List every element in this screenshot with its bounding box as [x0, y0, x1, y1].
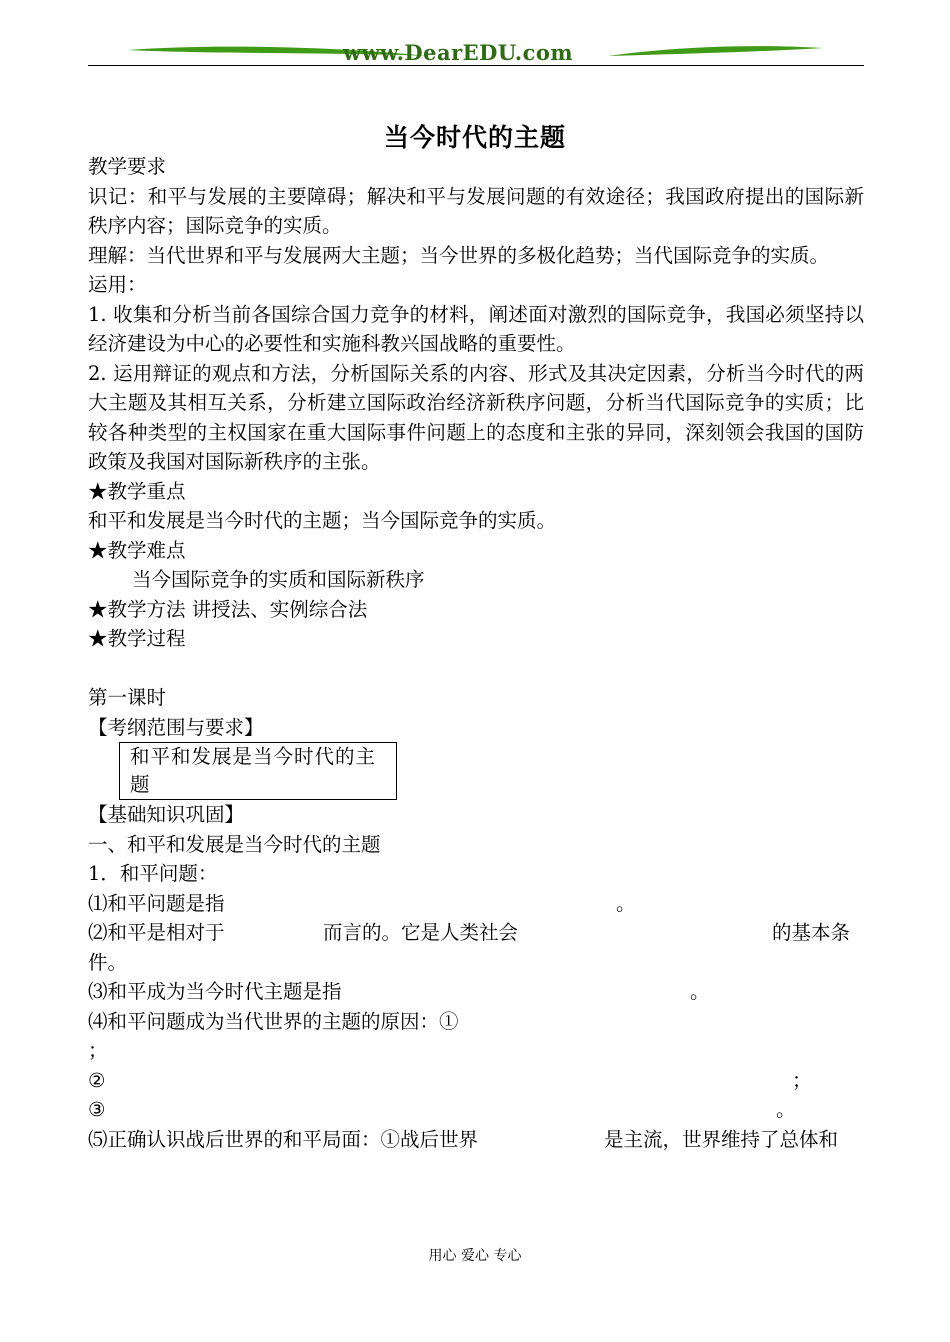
row-text: ③	[88, 1098, 106, 1121]
fill-blank-row	[88, 1036, 864, 1066]
page-header	[88, 38, 864, 68]
paragraph: 2. 运用辩证的观点和方法，分析国际关系的内容、形式及其决定因素，分析当今时代的两大主题及其相互关系，分析建立国际政治经济新秩序问题，分析当代国际竞争的实质；比较各种类型的主权国家在重大国际事件问题上的态度和主张的异同，深刻领会我国的国防政策及我国对国际新秩序的主张。	[88, 361, 864, 473]
fill-blank-row	[88, 889, 864, 919]
row-text: 。	[616, 891, 636, 915]
paragraph: 1. 收集和分析当前各国综合国力竞争的材料，阐述面对激烈的国际竞争，我国必须坚持以经济建设为中心的必要性和实施科教兴国战略的重要性。	[88, 302, 864, 355]
paragraph: 一、和平和发展是当今时代的主题	[88, 832, 381, 856]
fill-blank-row	[88, 1007, 864, 1037]
section-heading: ★教学过程	[88, 627, 186, 650]
row-text: ⑷和平问题成为当代世界的主题的原因：①	[88, 1009, 459, 1033]
site-logo-text: www.DearEDU.com	[343, 40, 574, 65]
fill-blank-row	[88, 1066, 864, 1096]
row-text: 而言的。它是人类社会	[323, 921, 519, 944]
section-heading: 【基础知识巩固】	[88, 803, 245, 826]
row-text: ；	[792, 1068, 812, 1092]
paragraph: 1．和平问题：	[88, 862, 218, 885]
fill-blank-row	[88, 1125, 864, 1155]
document-body	[88, 152, 864, 1154]
section-heading: 教学要求	[88, 155, 167, 178]
row-text: 的基本条	[772, 921, 851, 944]
syllabus-box: 和平和发展是当今时代的主题	[119, 742, 397, 800]
section-heading: ★教学重点	[88, 479, 186, 503]
section-heading: ★教学方法 讲授法、实例综合法	[88, 597, 368, 621]
row-text: ⑴和平问题是指	[88, 891, 225, 915]
section-heading: ★教学难点	[88, 538, 186, 562]
paragraph: 当今国际竞争的实质和国际新秩序	[132, 568, 425, 591]
row-text: 是主流，世界维持了总体和	[604, 1127, 839, 1151]
paragraph: 和平和发展是当今时代的主题；当今国际竞争的实质。	[88, 509, 557, 532]
fill-blank-row	[88, 948, 864, 978]
spacer	[88, 654, 864, 684]
row-text: 。	[690, 980, 710, 1003]
page-footer: 用心 爱心 专心	[428, 1248, 522, 1264]
row-text: ；	[88, 1039, 108, 1062]
paragraph: 识记：和平与发展的主要障碍；解决和平与发展问题的有效途径；我国政府提出的国际新秩序内容；国际竞争的实质。	[88, 184, 864, 237]
section-heading: 【考纲范围与要求】	[88, 715, 264, 739]
document-title: 当今时代的主题	[383, 123, 566, 152]
row-text: ②	[88, 1068, 106, 1092]
lesson-heading: 第一课时	[88, 686, 167, 709]
fill-blank-row	[88, 918, 864, 948]
paragraph: 运用：	[88, 273, 147, 296]
paragraph: 理解：当代世界和平与发展两大主题；当今世界的多极化趋势；当代国际竞争的实质。	[88, 243, 830, 267]
fill-blank-row	[88, 977, 864, 1007]
leaf-decoration-right	[608, 42, 823, 62]
row-text: 。	[776, 1098, 796, 1121]
row-text: 件。	[88, 950, 128, 974]
fill-blank-row	[88, 1095, 864, 1125]
header-rule	[88, 65, 864, 66]
row-text: ⑸正确认识战后世界的和平局面：①战后世界	[88, 1127, 479, 1151]
row-text: ⑵和平是相对于	[88, 921, 225, 944]
row-text: ⑶和平成为当今时代主题是指	[88, 980, 342, 1003]
